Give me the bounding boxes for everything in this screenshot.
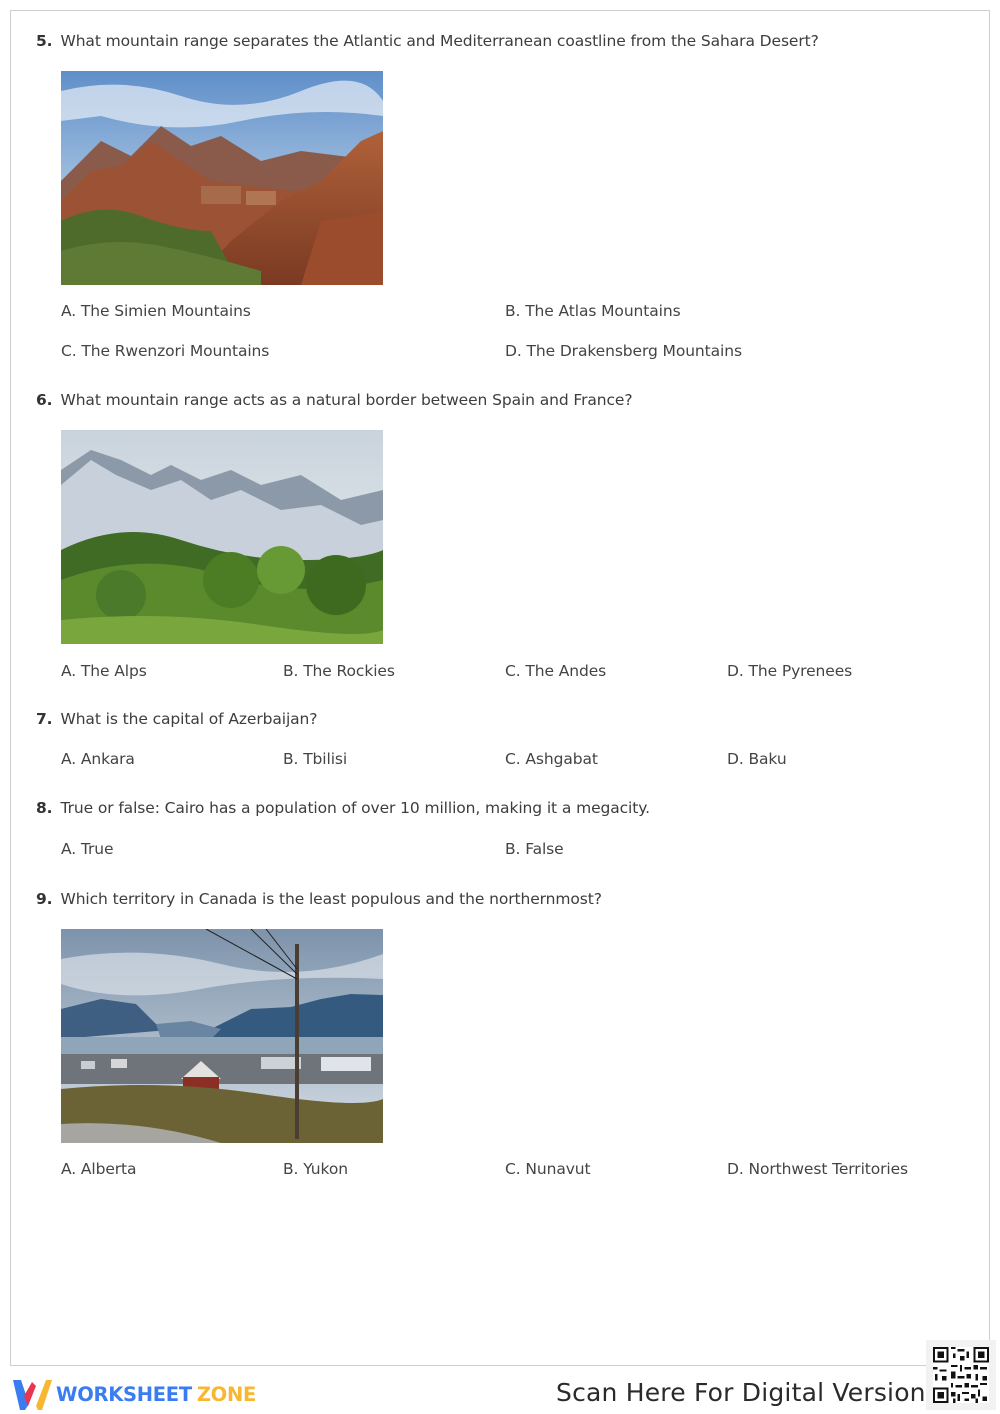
option-a[interactable]: A. The Simien Mountains [61, 302, 251, 320]
scan-here-text: Scan Here For Digital Version [556, 1378, 926, 1407]
question-8 [36, 799, 650, 817]
option-b[interactable]: B. False [505, 840, 564, 858]
question-number: 7. [36, 710, 53, 728]
logo-mark-icon [10, 1376, 52, 1412]
option-b[interactable]: B. The Atlas Mountains [505, 302, 681, 320]
qr-code[interactable] [926, 1340, 996, 1410]
option-d[interactable]: D. Northwest Territories [727, 1160, 909, 1178]
question-text: What is the capital of Azerbaijan? [60, 710, 318, 728]
option-d[interactable]: D. The Pyrenees [727, 662, 853, 680]
question-9 [36, 890, 602, 908]
question-number: 5. [36, 32, 53, 50]
option-c[interactable]: C. Ashgabat [505, 750, 598, 768]
option-a[interactable]: A. The Alps [61, 662, 147, 680]
snowy-mountains-green-forest-photo [61, 430, 383, 644]
question-text: What mountain range separates the Atlantic and Mediterranean coastline from the Sahara Desert? [60, 32, 819, 50]
option-c[interactable]: C. The Rwenzori Mountains [61, 342, 270, 360]
question-text: Which territory in Canada is the least populous and the northernmost? [60, 890, 602, 908]
option-a[interactable]: A. True [61, 840, 114, 858]
option-c[interactable]: C. The Andes [505, 662, 607, 680]
brand-name: WORKSHEET ZONE [56, 1382, 256, 1406]
option-a[interactable]: A. Ankara [61, 750, 135, 768]
option-b[interactable]: B. Yukon [283, 1160, 348, 1178]
question-number: 8. [36, 799, 53, 817]
option-b[interactable]: B. Tbilisi [283, 750, 348, 768]
option-b[interactable]: B. The Rockies [283, 662, 395, 680]
question-number: 9. [36, 890, 53, 908]
worksheet-zone-logo [10, 1374, 256, 1414]
question-text: What mountain range acts as a natural border between Spain and France? [60, 391, 633, 409]
question-text: True or false: Cairo has a population of over 10 million, making it a megacity. [60, 799, 650, 817]
question-7 [36, 710, 317, 728]
question-5 [36, 32, 819, 50]
option-d[interactable]: D. Baku [727, 750, 787, 768]
option-a[interactable]: A. Alberta [61, 1160, 137, 1178]
arctic-town-fjord-photo [61, 929, 383, 1143]
question-6 [36, 391, 633, 409]
option-c[interactable]: C. Nunavut [505, 1160, 591, 1178]
qr-code-icon [933, 1347, 989, 1403]
red-rock-mountain-village-photo [61, 71, 383, 285]
question-number: 6. [36, 391, 53, 409]
option-d[interactable]: D. The Drakensberg Mountains [505, 342, 742, 360]
